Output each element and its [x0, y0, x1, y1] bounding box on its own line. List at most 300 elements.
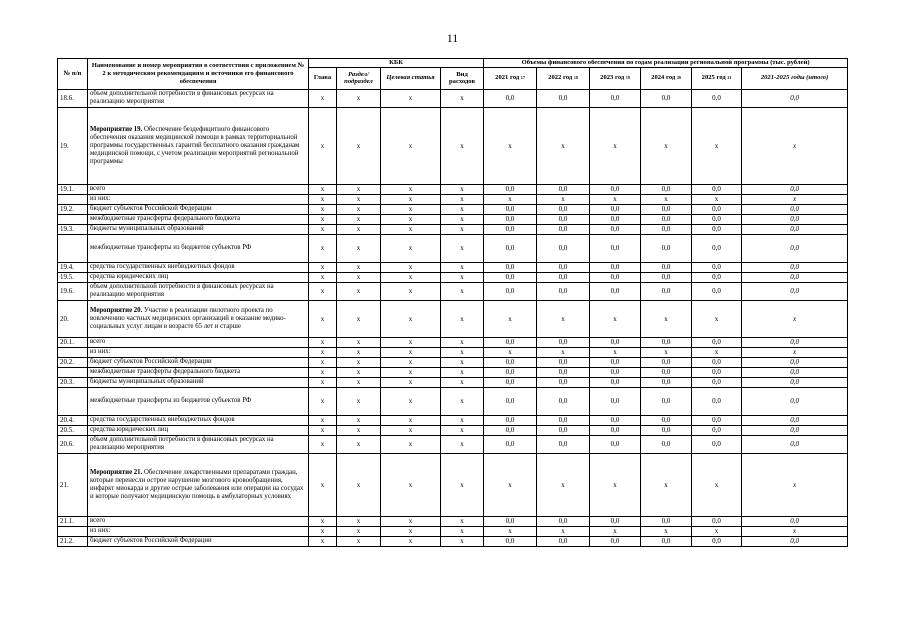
year-value-cell: 0,0 [692, 536, 742, 546]
row-number [58, 234, 88, 262]
year-value-cell: x [537, 347, 590, 357]
header-name: Наименование и номер мероприятия в соответствии с приложением № 2 к методическим рекомендациям и источники его финансового обеспечения [88, 59, 309, 90]
kbk-cell: x [441, 337, 484, 347]
year-value-cell: x [537, 300, 590, 337]
kbk-cell: x [381, 184, 441, 194]
row-name: бюджеты муниципальных образований [88, 377, 309, 387]
year-value-cell: 0,0 [692, 337, 742, 347]
total-cell: 0,0 [742, 272, 848, 282]
kbk-cell: x [441, 89, 484, 107]
year-value-cell: 0,0 [641, 184, 692, 194]
row-number [58, 347, 88, 357]
row-number [58, 194, 88, 204]
row-name: всего [88, 516, 309, 526]
kbk-cell: x [381, 367, 441, 377]
row-name: из них: [88, 194, 309, 204]
kbk-cell: x [381, 536, 441, 546]
year-value-cell: 0,0 [537, 262, 590, 272]
year-value-cell: x [484, 453, 537, 516]
kbk-cell: x [337, 300, 381, 337]
year-value-cell: 0,0 [692, 357, 742, 367]
row-number: 19.6. [58, 282, 88, 300]
year-value-cell: 0,0 [641, 387, 692, 415]
row-number: 20.4. [58, 415, 88, 425]
year-value-cell: x [590, 194, 641, 204]
row-number: 20.1. [58, 337, 88, 347]
kbk-cell: x [381, 435, 441, 453]
kbk-cell: x [381, 224, 441, 234]
kbk-cell: x [337, 194, 381, 204]
table-row [58, 415, 848, 425]
year-value-cell: x [692, 194, 742, 204]
kbk-cell: x [337, 234, 381, 262]
row-name: бюджет субъектов Российской Федерации [88, 204, 309, 214]
kbk-cell: x [441, 415, 484, 425]
kbk-cell: x [337, 282, 381, 300]
kbk-cell: x [381, 415, 441, 425]
row-name: всего [88, 337, 309, 347]
total-cell: 0,0 [742, 377, 848, 387]
kbk-cell: x [337, 516, 381, 526]
kbk-cell: x [337, 89, 381, 107]
measure-description: Обеспечение лекарственными препаратами граждан, которые перенесли острое нарушение мозгового кровообращения, инфаркт миокарда и другие острые заболевания или операции на сосудах и которые получают медицинскую помощь в амбулаторных условиях [90, 468, 304, 501]
kbk-cell: x [337, 387, 381, 415]
header-vid: Вид расходов [441, 67, 484, 89]
year-value-cell: 0,0 [484, 516, 537, 526]
kbk-cell: x [381, 272, 441, 282]
year-value-cell: 0,0 [590, 536, 641, 546]
year-value-cell: 0,0 [590, 224, 641, 234]
year-value-cell: 0,0 [641, 435, 692, 453]
row-name: межбюджетные трансферты федерального бюджета [88, 367, 309, 377]
table-row [58, 234, 848, 262]
year-value-cell: x [484, 526, 537, 536]
total-cell: 0,0 [742, 224, 848, 234]
year-value-cell: 0,0 [692, 214, 742, 224]
row-name: межбюджетные трансферты из бюджетов субъектов РФ [88, 387, 309, 415]
row-name: средства государственных внебюджетных фондов [88, 262, 309, 272]
year-value-cell: 0,0 [692, 234, 742, 262]
row-name: средства государственных внебюджетных фондов [88, 415, 309, 425]
year-value-cell: 0,0 [692, 367, 742, 377]
kbk-cell: x [441, 387, 484, 415]
table-row [58, 425, 848, 435]
year-value-cell: 0,0 [641, 516, 692, 526]
year-value-cell: x [641, 194, 692, 204]
kbk-cell: x [309, 300, 337, 337]
total-cell: 0,0 [742, 204, 848, 214]
year-value-cell: x [484, 347, 537, 357]
year-value-cell: 0,0 [537, 204, 590, 214]
year-value-cell: 0,0 [537, 89, 590, 107]
total-cell: 0,0 [742, 367, 848, 377]
year-value-cell: 0,0 [692, 425, 742, 435]
kbk-cell: x [381, 204, 441, 214]
kbk-cell: x [309, 282, 337, 300]
year-value-cell: x [692, 453, 742, 516]
year-value-cell: 0,0 [590, 337, 641, 347]
total-cell: 0,0 [742, 262, 848, 272]
year-value-cell: x [641, 300, 692, 337]
kbk-cell: x [381, 300, 441, 337]
year-value-cell: 0,0 [590, 415, 641, 425]
total-cell: 0,0 [742, 536, 848, 546]
total-cell: x [742, 453, 848, 516]
kbk-cell: x [381, 516, 441, 526]
row-name [88, 107, 309, 184]
table-row [58, 516, 848, 526]
year-value-cell: x [590, 526, 641, 536]
kbk-cell: x [337, 224, 381, 234]
year-value-cell: x [641, 347, 692, 357]
year-value-cell: 0,0 [590, 272, 641, 282]
kbk-cell: x [381, 425, 441, 435]
row-name: средства юридических лиц [88, 425, 309, 435]
year-value-cell: 0,0 [537, 184, 590, 194]
row-number [58, 526, 88, 536]
header-razdel: Раздел/ подраздел [337, 67, 381, 89]
year-value-cell: 0,0 [641, 415, 692, 425]
year-value-cell: 0,0 [537, 387, 590, 415]
kbk-cell: x [441, 184, 484, 194]
year-value-cell: 0,0 [641, 262, 692, 272]
row-name [88, 453, 309, 516]
year-value-cell: 0,0 [537, 536, 590, 546]
year-value-cell: 0,0 [590, 367, 641, 377]
table-row [58, 204, 848, 214]
kbk-cell: x [337, 107, 381, 184]
measure-title: Мероприятие 20. [90, 306, 143, 314]
kbk-cell: x [309, 194, 337, 204]
kbk-cell: x [309, 204, 337, 214]
kbk-cell: x [309, 387, 337, 415]
row-number: 20.6. [58, 435, 88, 453]
year-value-cell: 0,0 [590, 516, 641, 526]
table-row [58, 453, 848, 516]
year-value-cell: x [641, 526, 692, 536]
kbk-cell: x [309, 184, 337, 194]
kbk-cell: x [337, 357, 381, 367]
row-number: 20. [58, 300, 88, 337]
year-value-cell: 0,0 [692, 204, 742, 214]
kbk-cell: x [309, 526, 337, 536]
table-row [58, 214, 848, 224]
row-name: всего [88, 184, 309, 194]
total-cell: 0,0 [742, 184, 848, 194]
total-cell: 0,0 [742, 357, 848, 367]
kbk-cell: x [381, 194, 441, 204]
kbk-cell: x [337, 184, 381, 194]
year-value-cell: 0,0 [484, 282, 537, 300]
year-value-cell: 0,0 [692, 262, 742, 272]
kbk-cell: x [309, 536, 337, 546]
kbk-cell: x [441, 435, 484, 453]
year-value-cell: 0,0 [537, 214, 590, 224]
kbk-cell: x [337, 435, 381, 453]
year-value-cell: 0,0 [641, 357, 692, 367]
row-number: 18.6. [58, 89, 88, 107]
kbk-cell: x [337, 337, 381, 347]
year-value-cell: 0,0 [590, 425, 641, 435]
total-cell: x [742, 300, 848, 337]
year-value-cell: 0,0 [590, 357, 641, 367]
header-2022: 2022 год 18 [537, 67, 590, 89]
kbk-cell: x [337, 377, 381, 387]
row-name: межбюджетные трансферты федерального бюджета [88, 214, 309, 224]
row-name: объем дополнительной потребности в финансовых ресурсах на реализацию мероприятия [88, 282, 309, 300]
year-value-cell: 0,0 [641, 425, 692, 435]
kbk-cell: x [381, 357, 441, 367]
header-2025: 2025 год 21 [692, 67, 742, 89]
year-value-cell: 0,0 [537, 234, 590, 262]
year-value-cell: 0,0 [641, 224, 692, 234]
kbk-cell: x [381, 526, 441, 536]
year-value-cell: 0,0 [590, 387, 641, 415]
kbk-cell: x [441, 425, 484, 435]
financing-table [57, 58, 848, 547]
total-cell: x [742, 526, 848, 536]
kbk-cell: x [309, 107, 337, 184]
year-value-cell: 0,0 [692, 89, 742, 107]
total-cell: x [742, 194, 848, 204]
header-volumes: Объемы финансового обеспечения по годам реализации региональной программы (тыс. рублей) [484, 59, 848, 68]
year-value-cell: 0,0 [692, 516, 742, 526]
year-value-cell: 0,0 [641, 367, 692, 377]
year-value-cell: 0,0 [641, 337, 692, 347]
kbk-cell: x [309, 224, 337, 234]
year-value-cell: 0,0 [537, 516, 590, 526]
total-cell: 0,0 [742, 282, 848, 300]
header-2024: 2024 год 20 [641, 67, 692, 89]
kbk-cell: x [337, 453, 381, 516]
year-value-cell: 0,0 [590, 204, 641, 214]
row-number [58, 214, 88, 224]
year-value-cell: x [590, 347, 641, 357]
kbk-cell: x [309, 453, 337, 516]
table-row [58, 184, 848, 194]
kbk-cell: x [309, 272, 337, 282]
table-row [58, 357, 848, 367]
year-value-cell: x [537, 526, 590, 536]
kbk-cell: x [309, 435, 337, 453]
kbk-cell: x [381, 387, 441, 415]
kbk-cell: x [441, 204, 484, 214]
total-cell: 0,0 [742, 516, 848, 526]
year-value-cell: 0,0 [590, 234, 641, 262]
table-row [58, 435, 848, 453]
kbk-cell: x [441, 367, 484, 377]
year-value-cell: x [692, 526, 742, 536]
table-row [58, 224, 848, 234]
table-row [58, 387, 848, 415]
year-value-cell: 0,0 [484, 536, 537, 546]
row-number: 21. [58, 453, 88, 516]
header-2023: 2023 год 19 [590, 67, 641, 89]
year-value-cell: x [484, 194, 537, 204]
row-number: 19. [58, 107, 88, 184]
year-value-cell: 0,0 [641, 282, 692, 300]
year-value-cell: 0,0 [641, 536, 692, 546]
table-row [58, 347, 848, 357]
year-value-cell: 0,0 [641, 214, 692, 224]
total-cell: 0,0 [742, 337, 848, 347]
header-kbk: КБК [309, 59, 484, 68]
table-row [58, 300, 848, 337]
year-value-cell: 0,0 [590, 184, 641, 194]
year-value-cell: 0,0 [692, 415, 742, 425]
row-number: 19.1. [58, 184, 88, 194]
year-value-cell: 0,0 [537, 415, 590, 425]
row-number: 21.2. [58, 536, 88, 546]
year-value-cell: 0,0 [484, 435, 537, 453]
table-row [58, 194, 848, 204]
year-value-cell: 0,0 [590, 377, 641, 387]
kbk-cell: x [441, 214, 484, 224]
year-value-cell: 0,0 [484, 262, 537, 272]
year-value-cell: x [590, 300, 641, 337]
row-name: объем дополнительной потребности в финансовых ресурсах на реализацию мероприятия [88, 435, 309, 453]
measure-description: Участие в реализации пилотного проекта по вовлечению частных медицинских организаций в оказание медико-социальных услуг лицам в возрасте 65 лет и старше [90, 306, 286, 330]
row-number [58, 367, 88, 377]
row-number: 19.2. [58, 204, 88, 214]
year-value-cell: 0,0 [537, 367, 590, 377]
year-value-cell: 0,0 [692, 377, 742, 387]
kbk-cell: x [441, 194, 484, 204]
year-value-cell: 0,0 [590, 214, 641, 224]
year-value-cell: 0,0 [590, 89, 641, 107]
year-value-cell: 0,0 [484, 377, 537, 387]
header-2021: 2021 год 17 [484, 67, 537, 89]
row-number: 19.4. [58, 262, 88, 272]
kbk-cell: x [441, 347, 484, 357]
year-value-cell: 0,0 [484, 214, 537, 224]
total-cell: x [742, 347, 848, 357]
kbk-cell: x [337, 536, 381, 546]
year-value-cell: 0,0 [484, 204, 537, 214]
kbk-cell: x [337, 425, 381, 435]
kbk-cell: x [309, 357, 337, 367]
year-value-cell: 0,0 [590, 262, 641, 272]
header-num: № п/п [58, 59, 88, 90]
row-number: 20.3. [58, 377, 88, 387]
year-value-cell: 0,0 [641, 234, 692, 262]
year-value-cell: 0,0 [484, 337, 537, 347]
measure-title: Мероприятие 21. [90, 468, 143, 476]
header-total: 2021-2025 годы (итого) [742, 67, 848, 89]
kbk-cell: x [337, 214, 381, 224]
year-value-cell: 0,0 [537, 337, 590, 347]
kbk-cell: x [441, 262, 484, 272]
year-value-cell: 0,0 [692, 224, 742, 234]
year-value-cell: 0,0 [537, 425, 590, 435]
row-number: 20.2. [58, 357, 88, 367]
kbk-cell: x [441, 453, 484, 516]
row-number: 19.3. [58, 224, 88, 234]
year-value-cell: 0,0 [692, 387, 742, 415]
year-value-cell: 0,0 [641, 377, 692, 387]
kbk-cell: x [309, 377, 337, 387]
kbk-cell: x [309, 214, 337, 224]
kbk-cell: x [381, 337, 441, 347]
year-value-cell: x [537, 194, 590, 204]
row-name: бюджет субъектов Российской Федерации [88, 357, 309, 367]
kbk-cell: x [441, 272, 484, 282]
kbk-cell: x [309, 337, 337, 347]
year-value-cell: x [692, 300, 742, 337]
total-cell: 0,0 [742, 435, 848, 453]
kbk-cell: x [441, 357, 484, 367]
table-row [58, 89, 848, 107]
kbk-cell: x [381, 107, 441, 184]
year-value-cell: 0,0 [692, 272, 742, 282]
total-cell: x [742, 107, 848, 184]
year-value-cell: 0,0 [692, 435, 742, 453]
year-value-cell: 0,0 [484, 387, 537, 415]
table-row [58, 272, 848, 282]
kbk-cell: x [309, 262, 337, 272]
kbk-cell: x [309, 415, 337, 425]
total-cell: 0,0 [742, 234, 848, 262]
year-value-cell: x [641, 107, 692, 184]
kbk-cell: x [381, 234, 441, 262]
table-row [58, 107, 848, 184]
year-value-cell: x [641, 453, 692, 516]
total-cell: 0,0 [742, 89, 848, 107]
year-value-cell: x [590, 107, 641, 184]
table-row [58, 337, 848, 347]
kbk-cell: x [441, 234, 484, 262]
kbk-cell: x [441, 377, 484, 387]
table-row [58, 367, 848, 377]
year-value-cell: 0,0 [641, 272, 692, 282]
year-value-cell: 0,0 [641, 89, 692, 107]
kbk-cell: x [381, 377, 441, 387]
year-value-cell: 0,0 [484, 367, 537, 377]
year-value-cell: 0,0 [484, 425, 537, 435]
kbk-cell: x [381, 453, 441, 516]
table-row [58, 526, 848, 536]
row-number [58, 387, 88, 415]
kbk-cell: x [441, 536, 484, 546]
kbk-cell: x [441, 282, 484, 300]
kbk-cell: x [309, 367, 337, 377]
kbk-cell: x [441, 224, 484, 234]
page-number: 11 [446, 31, 459, 45]
kbk-cell: x [309, 347, 337, 357]
kbk-cell: x [337, 367, 381, 377]
year-value-cell: 0,0 [641, 204, 692, 214]
row-number: 19.5. [58, 272, 88, 282]
year-value-cell: 0,0 [484, 184, 537, 194]
kbk-cell: x [381, 89, 441, 107]
kbk-cell: x [441, 526, 484, 536]
row-name: бюджет субъектов Российской Федерации [88, 536, 309, 546]
table-row [58, 536, 848, 546]
year-value-cell: x [692, 347, 742, 357]
year-value-cell: x [692, 107, 742, 184]
table-row [58, 377, 848, 387]
row-name: из них: [88, 526, 309, 536]
year-value-cell: 0,0 [484, 357, 537, 367]
kbk-cell: x [381, 347, 441, 357]
kbk-cell: x [309, 425, 337, 435]
year-value-cell: x [484, 107, 537, 184]
kbk-cell: x [337, 204, 381, 214]
year-value-cell: 0,0 [537, 224, 590, 234]
kbk-cell: x [337, 415, 381, 425]
kbk-cell: x [337, 526, 381, 536]
measure-title: Мероприятие 19. [90, 125, 143, 133]
